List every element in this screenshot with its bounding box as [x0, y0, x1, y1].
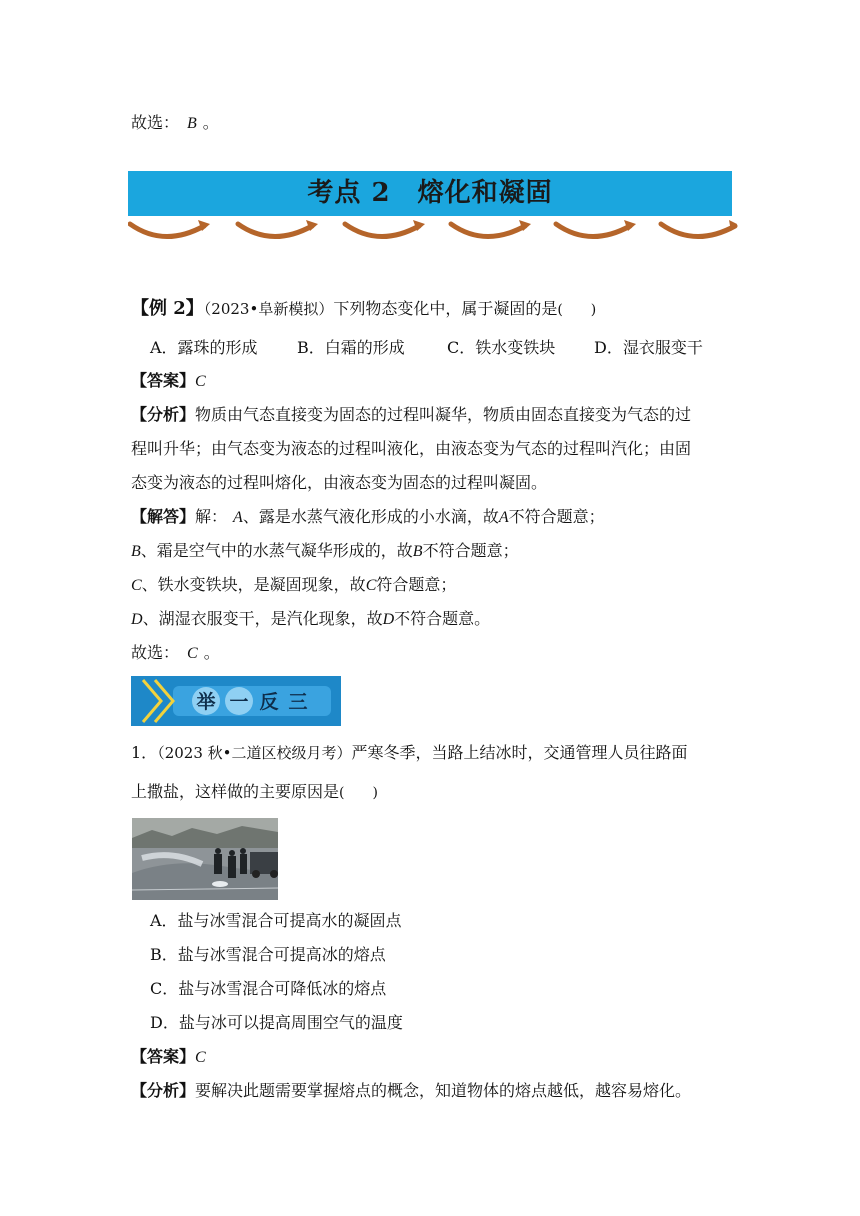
solution-letter-d2: D [382, 611, 395, 628]
arc-1 [130, 224, 204, 237]
final-answer-line [131, 641, 220, 666]
solution-letter-d: D [131, 611, 143, 628]
solution-text-b: 、霜是空气中的水蒸气凝华形成的，故 [140, 541, 413, 560]
final-letter: C [187, 645, 198, 662]
arc-6 [661, 224, 735, 237]
example-option-b: B．白霜的形成 [297, 338, 405, 357]
example-answer [131, 369, 206, 394]
practice-badge [131, 676, 341, 726]
example-blank: ( ) [557, 302, 597, 318]
example-question [131, 297, 596, 322]
practice-answer-tag: 【答案】 [131, 1047, 196, 1066]
analysis-line-2: 程叫升华；由气态变为液态的过程叫液化，由液态变为气态的过程叫汽化；由固 [131, 439, 692, 458]
example-source: （2023•阜新模拟） [203, 300, 334, 318]
solution-tag: 【解答】 [131, 507, 196, 526]
answer-letter: B [187, 115, 197, 132]
solution-end-b: 不符合题意； [422, 541, 519, 560]
analysis-text-1: 物质由气态直接变为固态的过程叫凝华，物质由固态直接变为气态的过 [195, 405, 692, 424]
solution-text-d: 、湖湿衣服变干，是汽化现象，故 [142, 609, 383, 628]
analysis-tag: 【分析】 [131, 405, 196, 424]
practice-question-line-2 [131, 780, 378, 805]
badge-char-1: 举 [196, 691, 216, 713]
practice-text-1: 严寒冬季，当路上结冰时，交通管理人员往路面 [351, 743, 688, 762]
solution-letter-a: A [233, 509, 243, 526]
answer-suffix: 。 [202, 113, 219, 132]
practice-option-d: D．盐与冰可以提高周围空气的温度 [150, 1013, 403, 1032]
practice-blank: ( ) [339, 785, 378, 801]
practice-option-c: C．盐与冰雪混合可降低冰的熔点 [150, 979, 387, 998]
final-prefix: 故选： [131, 643, 180, 662]
practice-answer [131, 1045, 206, 1070]
section-banner [128, 171, 732, 216]
badge-char-2: 一 [229, 691, 249, 713]
final-suffix: 。 [203, 643, 220, 662]
answer-prefix: 故选： [131, 113, 180, 132]
example-tag: 【例 2】 [131, 298, 204, 319]
analysis-line-3: 态变为液态的过程叫熔化，由液态变为固态的过程叫凝固。 [131, 473, 548, 492]
solution-end-a: 不符合题意； [508, 507, 605, 526]
practice-option-a: A．盐与冰雪混合可提高水的凝固点 [150, 911, 402, 930]
practice-analysis [131, 1079, 691, 1103]
arc-5 [556, 224, 630, 237]
arc-4 [451, 224, 525, 237]
arc-3 [345, 224, 419, 237]
solution-text-c: 、铁水变铁块，是凝固现象，故 [141, 575, 366, 594]
solution-line-c [131, 573, 456, 598]
practice-text-2: 上撒盐，这样做的主要原因是 [131, 782, 340, 801]
example-option-a: A．露珠的形成 [150, 338, 258, 357]
solution-intro: 解： [195, 507, 228, 526]
analysis-line-1 [131, 403, 691, 427]
solution-letter-b2: B [412, 543, 423, 560]
badge-char-3: 反 [259, 691, 279, 713]
solution-letter-c2: C [365, 577, 377, 594]
solution-end-c: 符合题意； [376, 575, 457, 594]
decorative-arcs [128, 216, 738, 248]
solution-line-a [131, 505, 605, 530]
practice-question-line-1 [131, 741, 688, 765]
solution-line-d [131, 607, 490, 632]
arc-2 [238, 224, 312, 237]
answer-value: C [195, 373, 206, 390]
answer-tag: 【答案】 [131, 371, 196, 390]
previous-answer-line [131, 111, 219, 136]
solution-letter-a2: A [498, 509, 509, 526]
example-option-d: D．湿衣服变干 [594, 338, 703, 357]
practice-option-b: B．盐与冰雪混合可提高冰的熔点 [150, 945, 386, 964]
solution-letter-c: C [131, 577, 142, 594]
solution-end-d: 不符合题意。 [394, 609, 491, 628]
solution-text-a: 、露是水蒸气液化形成的小水滴，故 [242, 507, 499, 526]
salt-spreading-photo [132, 818, 278, 900]
example-option-c: C．铁水变铁块 [447, 338, 556, 357]
practice-analysis-text: 要解决此题需要掌握熔点的概念，知道物体的熔点越低，越容易熔化。 [195, 1081, 692, 1100]
practice-analysis-tag: 【分析】 [131, 1081, 196, 1100]
solution-letter-b: B [131, 543, 141, 560]
example-question-text: 下列物态变化中，属于凝固的是 [333, 299, 558, 318]
practice-number: 1． [131, 743, 158, 762]
section-title: 考点 2 熔化和凝固 [307, 178, 553, 208]
solution-line-b [131, 539, 519, 564]
badge-char-4: 三 [288, 691, 308, 713]
practice-answer-value: C [195, 1049, 206, 1066]
practice-source: （2023 秋•二道区校级月考） [157, 744, 352, 762]
